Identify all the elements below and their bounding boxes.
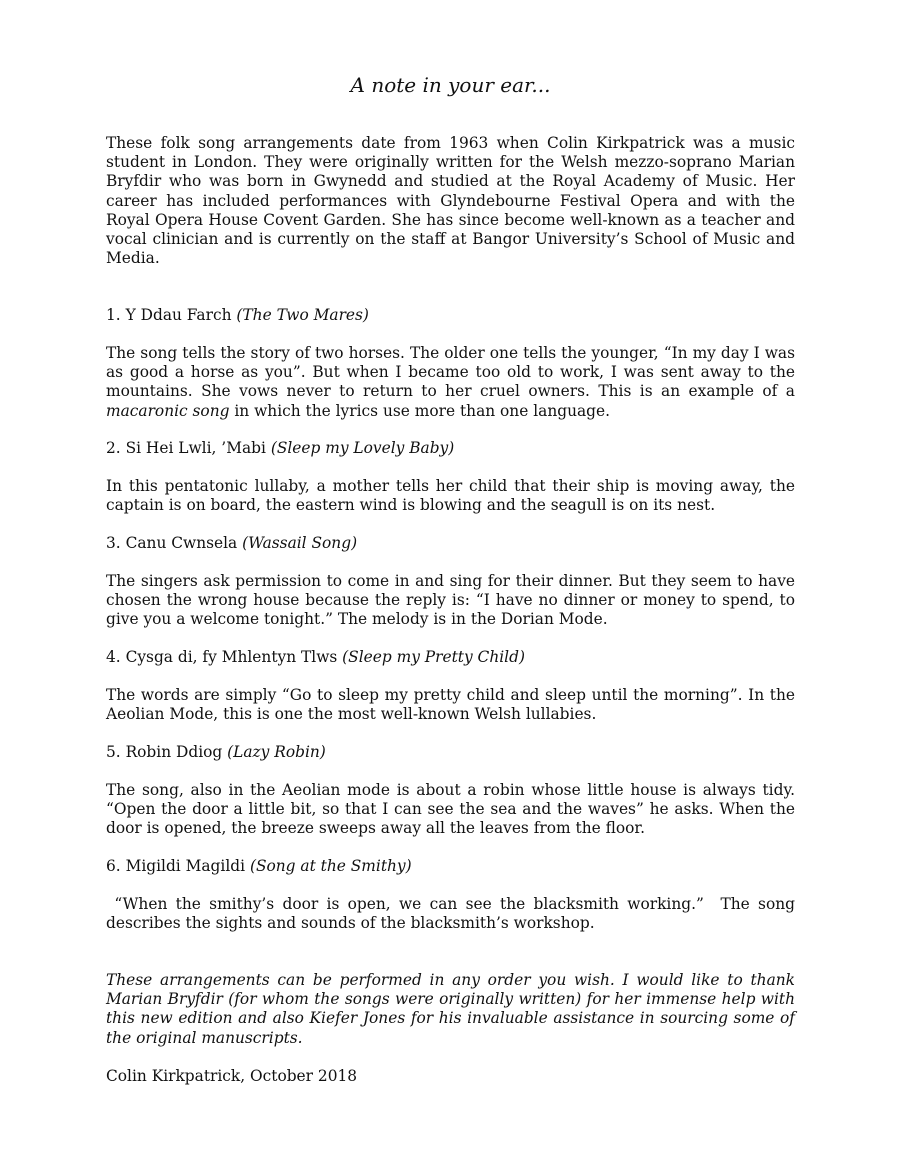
song-description-1	[106, 344, 795, 421]
song-heading-1	[106, 306, 795, 325]
description-text: in which the lyrics use more than one language.	[234, 401, 611, 420]
song-description-6: “When the smithy’s door is open, we can see the blacksmith working.” The song describes the sights and sounds of the blacksmith’s workshop.	[106, 895, 800, 933]
page-title: A note in your ear...	[350, 73, 551, 97]
song-heading-2	[106, 439, 795, 458]
description-term: macaronic song	[106, 401, 230, 420]
song-title: 5. Robin Ddiog	[106, 743, 223, 761]
song-heading-3	[106, 534, 795, 553]
description-text: The song tells the story of two horses. The older one tells the younger, “In my day I was as good a horse as you”. But when I became too old to work, I was sent away to the mountains. She vows never to return to her cruel owners. This is an example of a	[106, 344, 795, 401]
song-translation: (The Two Mares)	[236, 306, 369, 324]
song-title: 2. Si Hei Lwli, ’Mabi	[106, 439, 266, 457]
song-description-3: The singers ask permission to come in and sing for their dinner. But they seem to have chosen the wrong house because the reply is: “I have no dinner or money to spend, to give you a welcome tonight.” The melody is in the Dorian Mode.	[106, 572, 795, 629]
song-title: 3. Canu Cwnsela	[106, 534, 238, 552]
song-title: 1. Y Ddau Farch	[106, 306, 232, 324]
song-description-4: The words are simply “Go to sleep my pretty child and sleep until the morning”. In the Aeolian Mode, this is one the most well-known Welsh lullabies.	[106, 686, 795, 724]
song-title: 4. Cysga di, fy Mhlentyn Tlws	[106, 648, 338, 666]
song-translation: (Wassail Song)	[242, 534, 358, 552]
intro-paragraph: These folk song arrangements date from 1963 when Colin Kirkpatrick was a music student in London. They were originally written for the Welsh mezzo-soprano Marian Bryfdir who was born in Gwynedd and studied at the Royal Academy of Music. Her career has included performances with Glyndebourne Festival Opera and with the Royal Opera House Covent Garden. She has since become well-known as a teacher and vocal clinician and is currently on the staff at Bangor University’s School of Music and Media.	[106, 134, 795, 268]
song-heading-5	[106, 743, 795, 762]
song-translation: (Sleep my Pretty Child)	[342, 648, 525, 666]
song-description-5: The song, also in the Aeolian mode is about a robin whose little house is always tidy. “Open the door a little bit, so that I can see the sea and the waves” he asks. When the door is opened, the breeze sweeps away all the leaves from the floor.	[106, 781, 795, 838]
song-translation: (Lazy Robin)	[227, 743, 326, 761]
signature: Colin Kirkpatrick, October 2018	[106, 1067, 358, 1085]
song-title: 6. Migildi Magildi	[106, 857, 246, 875]
song-description-2: In this pentatonic lullaby, a mother tells her child that their ship is moving away, the captain is on board, the eastern wind is blowing and the seagull is on its nest.	[106, 477, 795, 515]
song-heading-4	[106, 648, 795, 667]
song-heading-6	[106, 857, 795, 876]
song-translation: (Song at the Smithy)	[249, 857, 412, 875]
closing-note: These arrangements can be performed in any order you wish. I would like to thank Marian Bryfdir (for whom the songs were originally written) for her immense help with this new edition and also Kiefer Jones for his invaluable assistance in sourcing some of the original manuscripts.	[106, 971, 795, 1047]
song-translation: (Sleep my Lovely Baby)	[270, 439, 455, 457]
